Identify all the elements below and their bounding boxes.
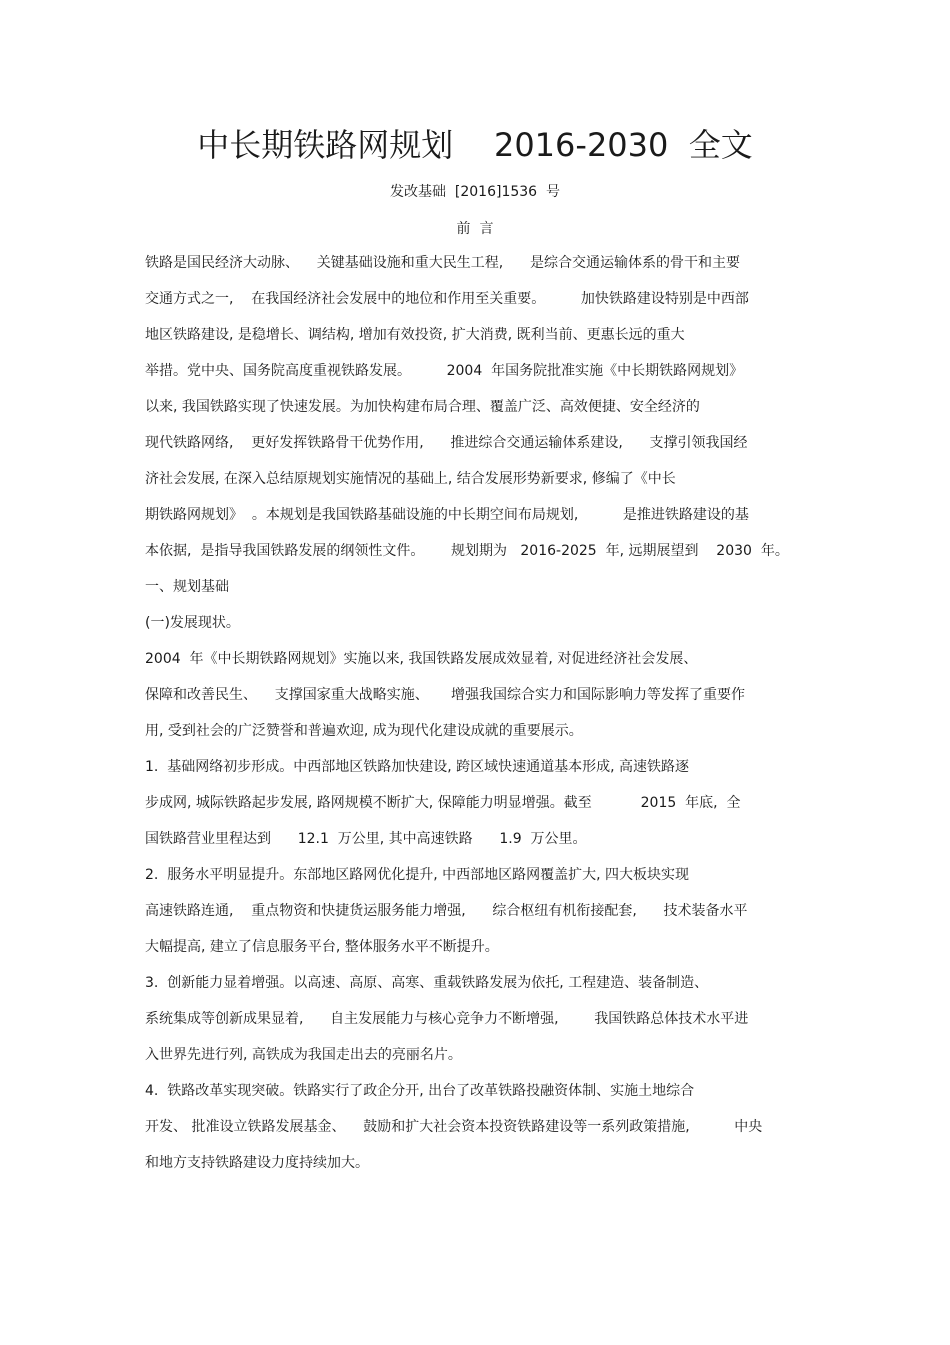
body-line: 开发、 批准设立铁路发展基金、 鼓励和扩大社会资本投资铁路建设等一系列政策措施, 中央: [145, 1119, 763, 1135]
body-line: 本依据, 是指导我国铁路发展的纲领性文件。 规划期为 2016-2025 年, 远期展望到 2030 年。: [145, 543, 789, 559]
body-line: 3. 创新能力显着增强。以高速、高原、高寒、重载铁路发展为依托, 工程建造、装备制造、: [145, 975, 709, 991]
body-line: 高速铁路连通, 重点物资和快捷货运服务能力增强, 综合枢纽有机衔接配套, 技术装备水平: [145, 903, 748, 919]
section-heading: 一、规划基础: [145, 579, 229, 595]
subsection-heading: (一)发展现状。: [145, 615, 240, 631]
body-line: 入世界先进行列, 高铁成为我国走出去的亮丽名片。: [145, 1047, 462, 1063]
body-line: 1. 基础网络初步形成。中西部地区铁路加快建设, 跨区域快速通道基本形成, 高速铁路逐: [145, 759, 690, 775]
body-line: 济社会发展, 在深入总结原规划实施情况的基础上, 结合发展形势新要求, 修编了《中长: [145, 471, 676, 487]
body-line: 铁路是国民经济大动脉、 关键基础设施和重大民生工程, 是综合交通运输体系的骨干和主要: [145, 255, 740, 271]
body-line: 2. 服务水平明显提升。东部地区路网优化提升, 中西部地区路网覆盖扩大, 四大板块实现: [145, 867, 690, 883]
body-line: 交通方式之一, 在我国经济社会发展中的地位和作用至关重要。 加快铁路建设特别是中西部: [145, 291, 749, 307]
body-line: 国铁路营业里程达到 12.1 万公里, 其中高速铁路 1.9 万公里。: [145, 831, 587, 847]
body-line: 步成网, 城际铁路起步发展, 路网规模不断扩大, 保障能力明显增强。截至 2015 年底, 全: [145, 795, 741, 811]
body-line: 举措。党中央、国务院高度重视铁路发展。 2004 年国务院批准实施《中长期铁路网规划》: [145, 363, 744, 379]
body-line: 2004 年《中长期铁路网规划》实施以来, 我国铁路发展成效显着, 对促进经济社会发展、: [145, 651, 698, 667]
body-line: 地区铁路建设, 是稳增长、调结构, 增加有效投资, 扩大消费, 既利当前、更惠长远的重大: [145, 327, 685, 343]
body-line: 用, 受到社会的广泛赞誉和普遍欢迎, 成为现代化建设成就的重要展示。: [145, 723, 583, 739]
document-number: 发改基础 [2016]1536 号: [390, 184, 560, 200]
body-line: 以来, 我国铁路实现了快速发展。为加快构建布局合理、覆盖广泛、高效便捷、安全经济的: [145, 399, 700, 415]
body-line: 4. 铁路改革实现突破。铁路实行了政企分开, 出台了改革铁路投融资体制、实施土地综合: [145, 1083, 695, 1099]
body-line: 保障和改善民生、 支撑国家重大战略实施、 增强我国综合实力和国际影响力等发挥了重要作: [145, 687, 746, 703]
body-line: 和地方支持铁路建设力度持续加大。: [145, 1155, 369, 1171]
body-line: 系统集成等创新成果显着, 自主发展能力与核心竞争力不断增强, 我国铁路总体技术水平进: [145, 1011, 749, 1027]
body-line: 大幅提高, 建立了信息服务平台, 整体服务水平不断提升。: [145, 939, 499, 955]
document-title: 中长期铁路网规划 2016-2030 全文: [197, 126, 753, 164]
body-line: 现代铁路网络, 更好发挥铁路骨干优势作用, 推进综合交通运输体系建设, 支撑引领我国经: [145, 435, 748, 451]
preface-heading: 前 言: [456, 221, 494, 237]
body-line: 期铁路网规划》 。本规划是我国铁路基础设施的中长期空间布局规划, 是推进铁路建设的基: [145, 507, 749, 523]
